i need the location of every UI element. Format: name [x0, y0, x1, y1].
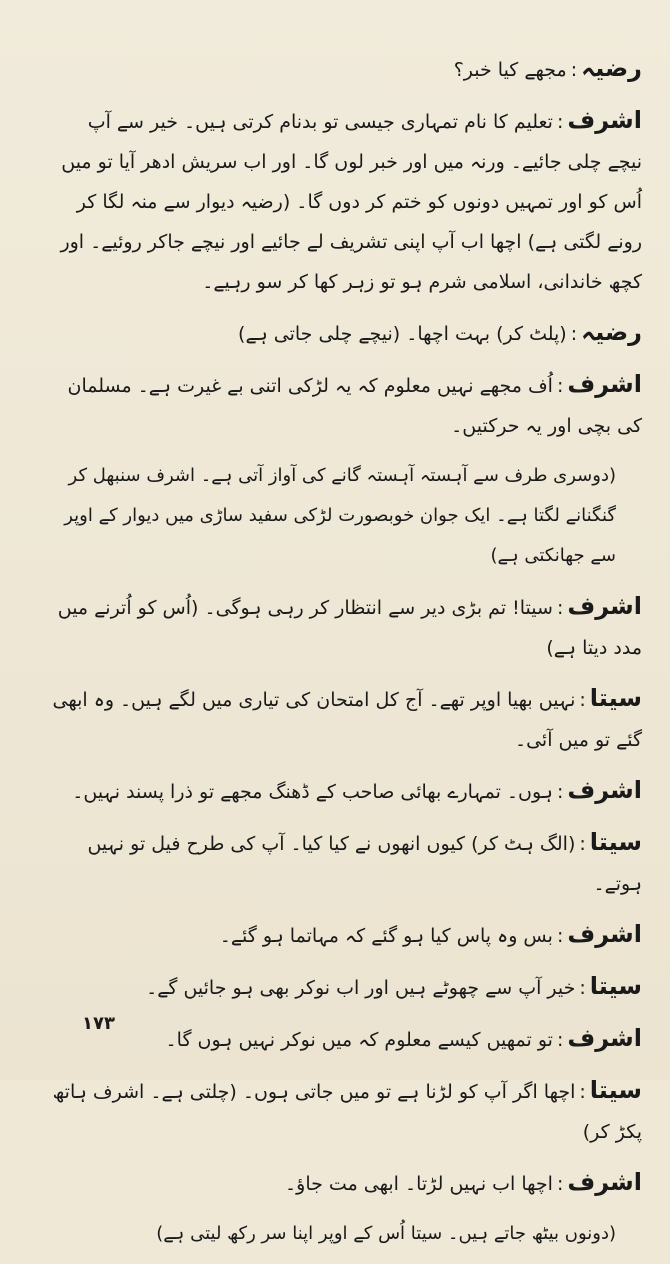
dialogue-text: نہیں بھیا اوپر تھے۔ آج کل امتحان کی تیاری میں لگے ہیں۔ وہ ابھی گئے تو میں آئی۔ — [52, 689, 642, 751]
separator: : — [556, 1029, 564, 1051]
speaker-name: سیتا — [589, 972, 642, 1000]
stage-direction: (دوسری طرف سے آہستہ آہستہ گانے کی آواز آتی ہے۔ اشرف سنبھل کر گنگنانے لگتا ہے۔ ایک جوان خوبصورت لڑکی سفید ساڑی میں دیوار کے اوپر سے جھانکتی ہے) — [64, 465, 616, 566]
dialogue-text: بس وہ پاس کیا ہو گئے کہ مہاتما ہو گئے۔ — [219, 925, 553, 947]
dialogue-line — [52, 364, 642, 446]
dialogue-text: اچھا اب نہیں لڑتا۔ ابھی مت جاؤ۔ — [285, 1173, 553, 1195]
speaker-name: سیتا — [589, 684, 642, 712]
dialogue-line — [52, 586, 642, 668]
separator: : — [579, 689, 586, 711]
separator: : — [579, 977, 586, 999]
speaker-name: رضیہ — [581, 318, 642, 346]
speaker-name: رضیہ — [581, 54, 642, 82]
separator: : — [556, 781, 564, 803]
dialogue-text: (الگ ہٹ کر) کیوں انھوں نے کیا کیا۔ آپ کی طرح فیل تو نہیں ہوتے۔ — [87, 833, 642, 895]
dialogue-line — [52, 914, 642, 956]
dialogue-text: تعلیم کا نام تمہاری جیسی تو بدنام کرتی ہیں۔ خیر سے آپ نیچے چلی جائیے۔ ورنہ میں اور خبر لوں گا۔ اور اب سریش ادھر آیا تو میں اُس کو اور تمہیں دونوں کو ختم کر دوں گا۔ (رضیہ دیوار سے منہ لگا کر رونے لگتی ہے) اچھا اب آپ اپنی تشریف لے جائیے اور نیچے جاکر روئیے۔ اور کچھ خاندانی، اسلامی شرم ہو تو زہر کھا کر سو رہیے۔ — [60, 111, 642, 293]
dialogue-line — [52, 48, 642, 90]
dialogue-text: اُف مجھے نہیں معلوم کہ یہ لڑکی اتنی بے غیرت ہے۔ مسلمان کی بچی اور یہ حرکتیں۔ — [67, 375, 642, 437]
separator: : — [556, 1173, 564, 1195]
page-text — [52, 48, 642, 1264]
dialogue-text: مجھے کیا خبر؟ — [453, 59, 567, 81]
speaker-name: اشرف — [567, 370, 642, 398]
speaker-name: اشرف — [567, 1024, 642, 1052]
dialogue-line — [52, 966, 642, 1008]
speaker-name: اشرف — [567, 776, 642, 804]
separator: : — [556, 111, 564, 133]
separator: : — [570, 59, 578, 81]
separator: : — [570, 323, 578, 345]
speaker-name: سیتا — [589, 828, 642, 856]
dialogue-line — [52, 312, 642, 354]
dialogue-line — [52, 1162, 642, 1204]
dialogue-line — [52, 1070, 642, 1152]
dialogue-line — [52, 1018, 642, 1060]
separator: : — [556, 597, 564, 619]
dialogue-text: (پلٹ کر) بہت اچھا۔ (نیچے چلی جاتی ہے) — [238, 323, 567, 345]
dialogue-text: اچھا اگر آپ کو لڑنا ہے تو میں جاتی ہوں۔ (چلتی ہے۔ اشرف ہاتھ پکڑ کر) — [52, 1081, 642, 1143]
stage-direction: (دونوں بیٹھ جاتے ہیں۔ سیتا اُس کے اوپر اپنا سر رکھ لیتی ہے) — [156, 1223, 616, 1244]
separator: : — [579, 833, 586, 855]
speaker-name: اشرف — [567, 106, 642, 134]
dialogue-text: ہوں۔ تمہارے بھائی صاحب کے ڈھنگ مجھے تو ذرا پسند نہیں۔ — [72, 781, 553, 803]
separator: : — [556, 925, 564, 947]
speaker-name: سیتا — [589, 1076, 642, 1104]
separator: : — [579, 1081, 586, 1103]
speaker-name: اشرف — [567, 1168, 642, 1196]
separator: : — [556, 375, 564, 397]
dialogue-text: سیتا! تم بڑی دیر سے انتظار کر رہی ہوگی۔ (اُس کو اُترنے میں مدد دیتا ہے) — [57, 597, 642, 659]
speaker-name: اشرف — [567, 592, 642, 620]
speaker-name: اشرف — [567, 920, 642, 948]
dialogue-line — [52, 678, 642, 760]
dialogue-line — [52, 770, 642, 812]
page-number: ۱۷۳ — [82, 1013, 115, 1034]
dialogue-text: خیر آپ سے چھوٹے ہیں اور اب نوکر بھی ہو جائیں گے۔ — [146, 977, 576, 999]
dialogue-line — [52, 822, 642, 904]
dialogue-text: تو تمھیں کیسے معلوم کہ میں نوکر نہیں ہوں گا۔ — [165, 1029, 553, 1051]
dialogue-line — [52, 100, 642, 302]
